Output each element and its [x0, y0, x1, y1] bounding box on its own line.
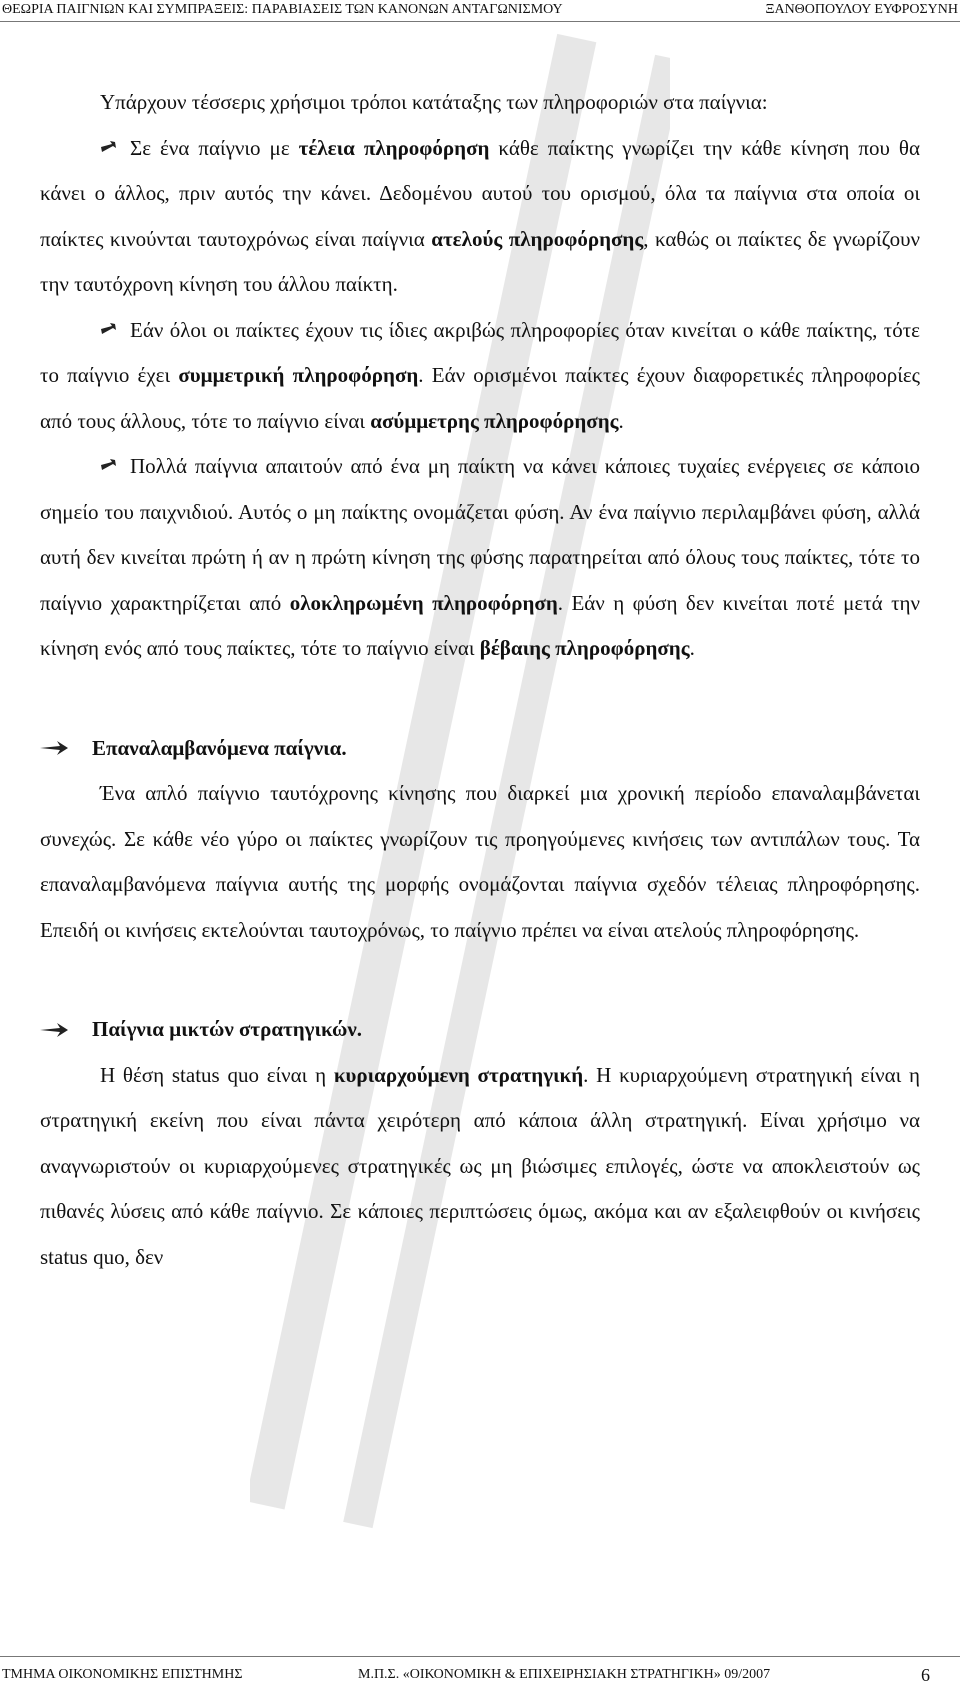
- bullet2-bold-b: ασύμμετρης πληροφόρησης: [370, 408, 619, 433]
- arrow-bullet-icon: [100, 458, 116, 474]
- bullet1-bold-a: τέλεια πληροφόρηση: [298, 135, 490, 160]
- page-header: [0, 0, 960, 22]
- bullet-paragraph-3: [40, 444, 920, 672]
- bullet3-text-a: Πολλά παίγνια απαιτούν από ένα μη παίκτη να κάνει κάποιες τυχαίες ενέργειες σε κάποιο σημείο του παιχνιδιού. Αυτός ο μη παίκτης ονομάζεται φύση. Αν ένα παίγνιο περιλαμβάνει φύση, αλλά αυτή δεν κινείται πρώτη ή αν η πρώτη κίνηση της φύσης παρατηρείται από όλους τους παίκτες, τότε το παίγνιο χαρακτηρίζεται από: [40, 454, 920, 615]
- footer-divider: [0, 1656, 960, 1657]
- section-heading-repeated-games: [40, 726, 920, 772]
- footer-program: Μ.Π.Σ. «ΟΙΚΟΝΟΜΙΚΗ & ΕΠΙΧΕΙΡΗΣΙΑΚΗ ΣΤΡΑΤΗΓΙΚΗ» 09/2007: [358, 1667, 771, 1682]
- section1-paragraph: Ένα απλό παίγνιο ταυτόχρονης κίνησης που διαρκεί μια χρονική περίοδο επαναλαμβάνεται συνεχώς. Σε κάθε νέο γύρο οι παίκτες γνωρίζουν τις προηγούμενες κινήσεις των αντιπάλων τους. Τα επαναλαμβανόμενα παίγνια αυτής της μορφής ονομάζονται παίγνια σχεδόν τέλειας πληροφόρησης. Επειδή οι κινήσεις εκτελούνται ταυτοχρόνως, το παίγνιο πρέπει να είναι ατελούς πληροφόρησης.: [40, 781, 920, 942]
- section2-title: Παίγνια μικτών στρατηγικών.: [92, 1017, 363, 1041]
- bullet2-bold-a: συμμετρική πληροφόρηση: [178, 363, 419, 387]
- document-body: [40, 80, 920, 1280]
- bullet3-text-c: .: [689, 636, 695, 660]
- bullet-paragraph-2: [40, 308, 920, 445]
- bullet1-text-b: κάθε παίκτης γνωρίζει την κάθε κίνηση που θα κάνει ο άλλος, πριν αυτός την κάνει. Δεδομένου αυτού του ορισμού, όλα τα παίγνια στα οποία οι παίκτες κινούνται ταυτοχρόνως είναι παίγνια: [40, 135, 920, 251]
- arrow-bullet-icon: [100, 140, 116, 156]
- bullet1-text-a: Σε ένα παίγνιο με: [130, 135, 299, 160]
- section-spacer: [40, 953, 920, 1007]
- arrow-bullet-icon: [40, 1021, 68, 1039]
- section1-title: Επαναλαμβανόμενα παίγνια.: [92, 735, 347, 760]
- bullet3-text-b: . Εάν η φύση δεν κινείται ποτέ μετά την κίνηση ενός από τους παίκτες, τότε το παίγνιο είναι: [40, 590, 921, 660]
- section-spacer: [40, 672, 920, 726]
- arrow-bullet-icon: [40, 739, 68, 757]
- bullet2-text-a: Εάν όλοι οι παίκτες έχουν τις ίδιες ακριβώς πληροφορίες όταν κινείται ο κάθε παίκτης, τότε το παίγνιο έχει: [40, 317, 920, 387]
- section-heading-mixed-strategies: [40, 1007, 920, 1053]
- bullet2-text-b: . Εάν ορισμένοι παίκτες έχουν διαφορετικές πληροφορίες από τους άλλους, τότε το παίγνιο είναι: [40, 363, 920, 433]
- header-divider: [0, 21, 960, 22]
- bullet1-bold-b: ατελούς πληροφόρησης: [431, 226, 644, 251]
- header-title: ΘΕΩΡΙΑ ΠΑΙΓΝΙΩΝ ΚΑΙ ΣΥΜΠΡΑΞΕΙΣ: ΠΑΡΑΒΙΑΣΕΙΣ ΤΩΝ ΚΑΝΟΝΩΝ ΑΝΤΑΓΩΝΙΣΜΟΥ: [2, 2, 563, 17]
- arrow-bullet-icon: [100, 322, 116, 338]
- bullet1-text-c: , καθώς οι παίκτες δε γνωρίζουν την ταυτόχρονη κίνηση του άλλου παίκτη.: [40, 226, 920, 296]
- intro-paragraph: Υπάρχουν τέσσερις χρήσιμοι τρόποι κατάταξης των πληροφοριών στα παίγνια:: [100, 90, 768, 114]
- section2-bold-a: κυριαρχούμενη στρατηγική: [333, 1062, 584, 1087]
- section2-paragraph: [40, 1053, 920, 1281]
- footer-department: ΤΜΗΜΑ ΟΙΚΟΝΟΜΙΚΗΣ ΕΠΙΣΤΗΜΗΣ: [2, 1667, 243, 1682]
- header-author: ΞΑΝΘΟΠΟΥΛΟΥ ΕΥΦΡΟΣΥΝΗ: [765, 2, 958, 17]
- bullet3-bold-b: βέβαιης πληροφόρησης: [479, 636, 690, 660]
- bullet-paragraph-1: [40, 126, 920, 308]
- bullet2-text-c: .: [618, 408, 624, 433]
- page-footer: [0, 1660, 960, 1690]
- bullet3-bold-a: ολοκληρωμένη πληροφόρηση: [289, 590, 558, 615]
- section2-text-b: . Η κυριαρχούμενη στρατηγική είναι η στρατηγική εκείνη που είναι πάντα χειρότερη από κάποια άλλη στρατηγική. Είναι χρήσιμο να αναγνωριστούν οι κυριαρχούμενες στρατηγικές ως μη βιώσιμες επιλογές, ώστε να αποκλειστούν ως πιθανές λύσεις από κάθε παίγνιο. Σε κάποιες περιπτώσεις όμως, ακόμα και αν εξαλειφθούν οι κινήσεις status quo, δεν: [40, 1062, 921, 1269]
- page-number: 6: [921, 1665, 930, 1685]
- section2-text-a: Η θέση status quo είναι η: [100, 1062, 334, 1087]
